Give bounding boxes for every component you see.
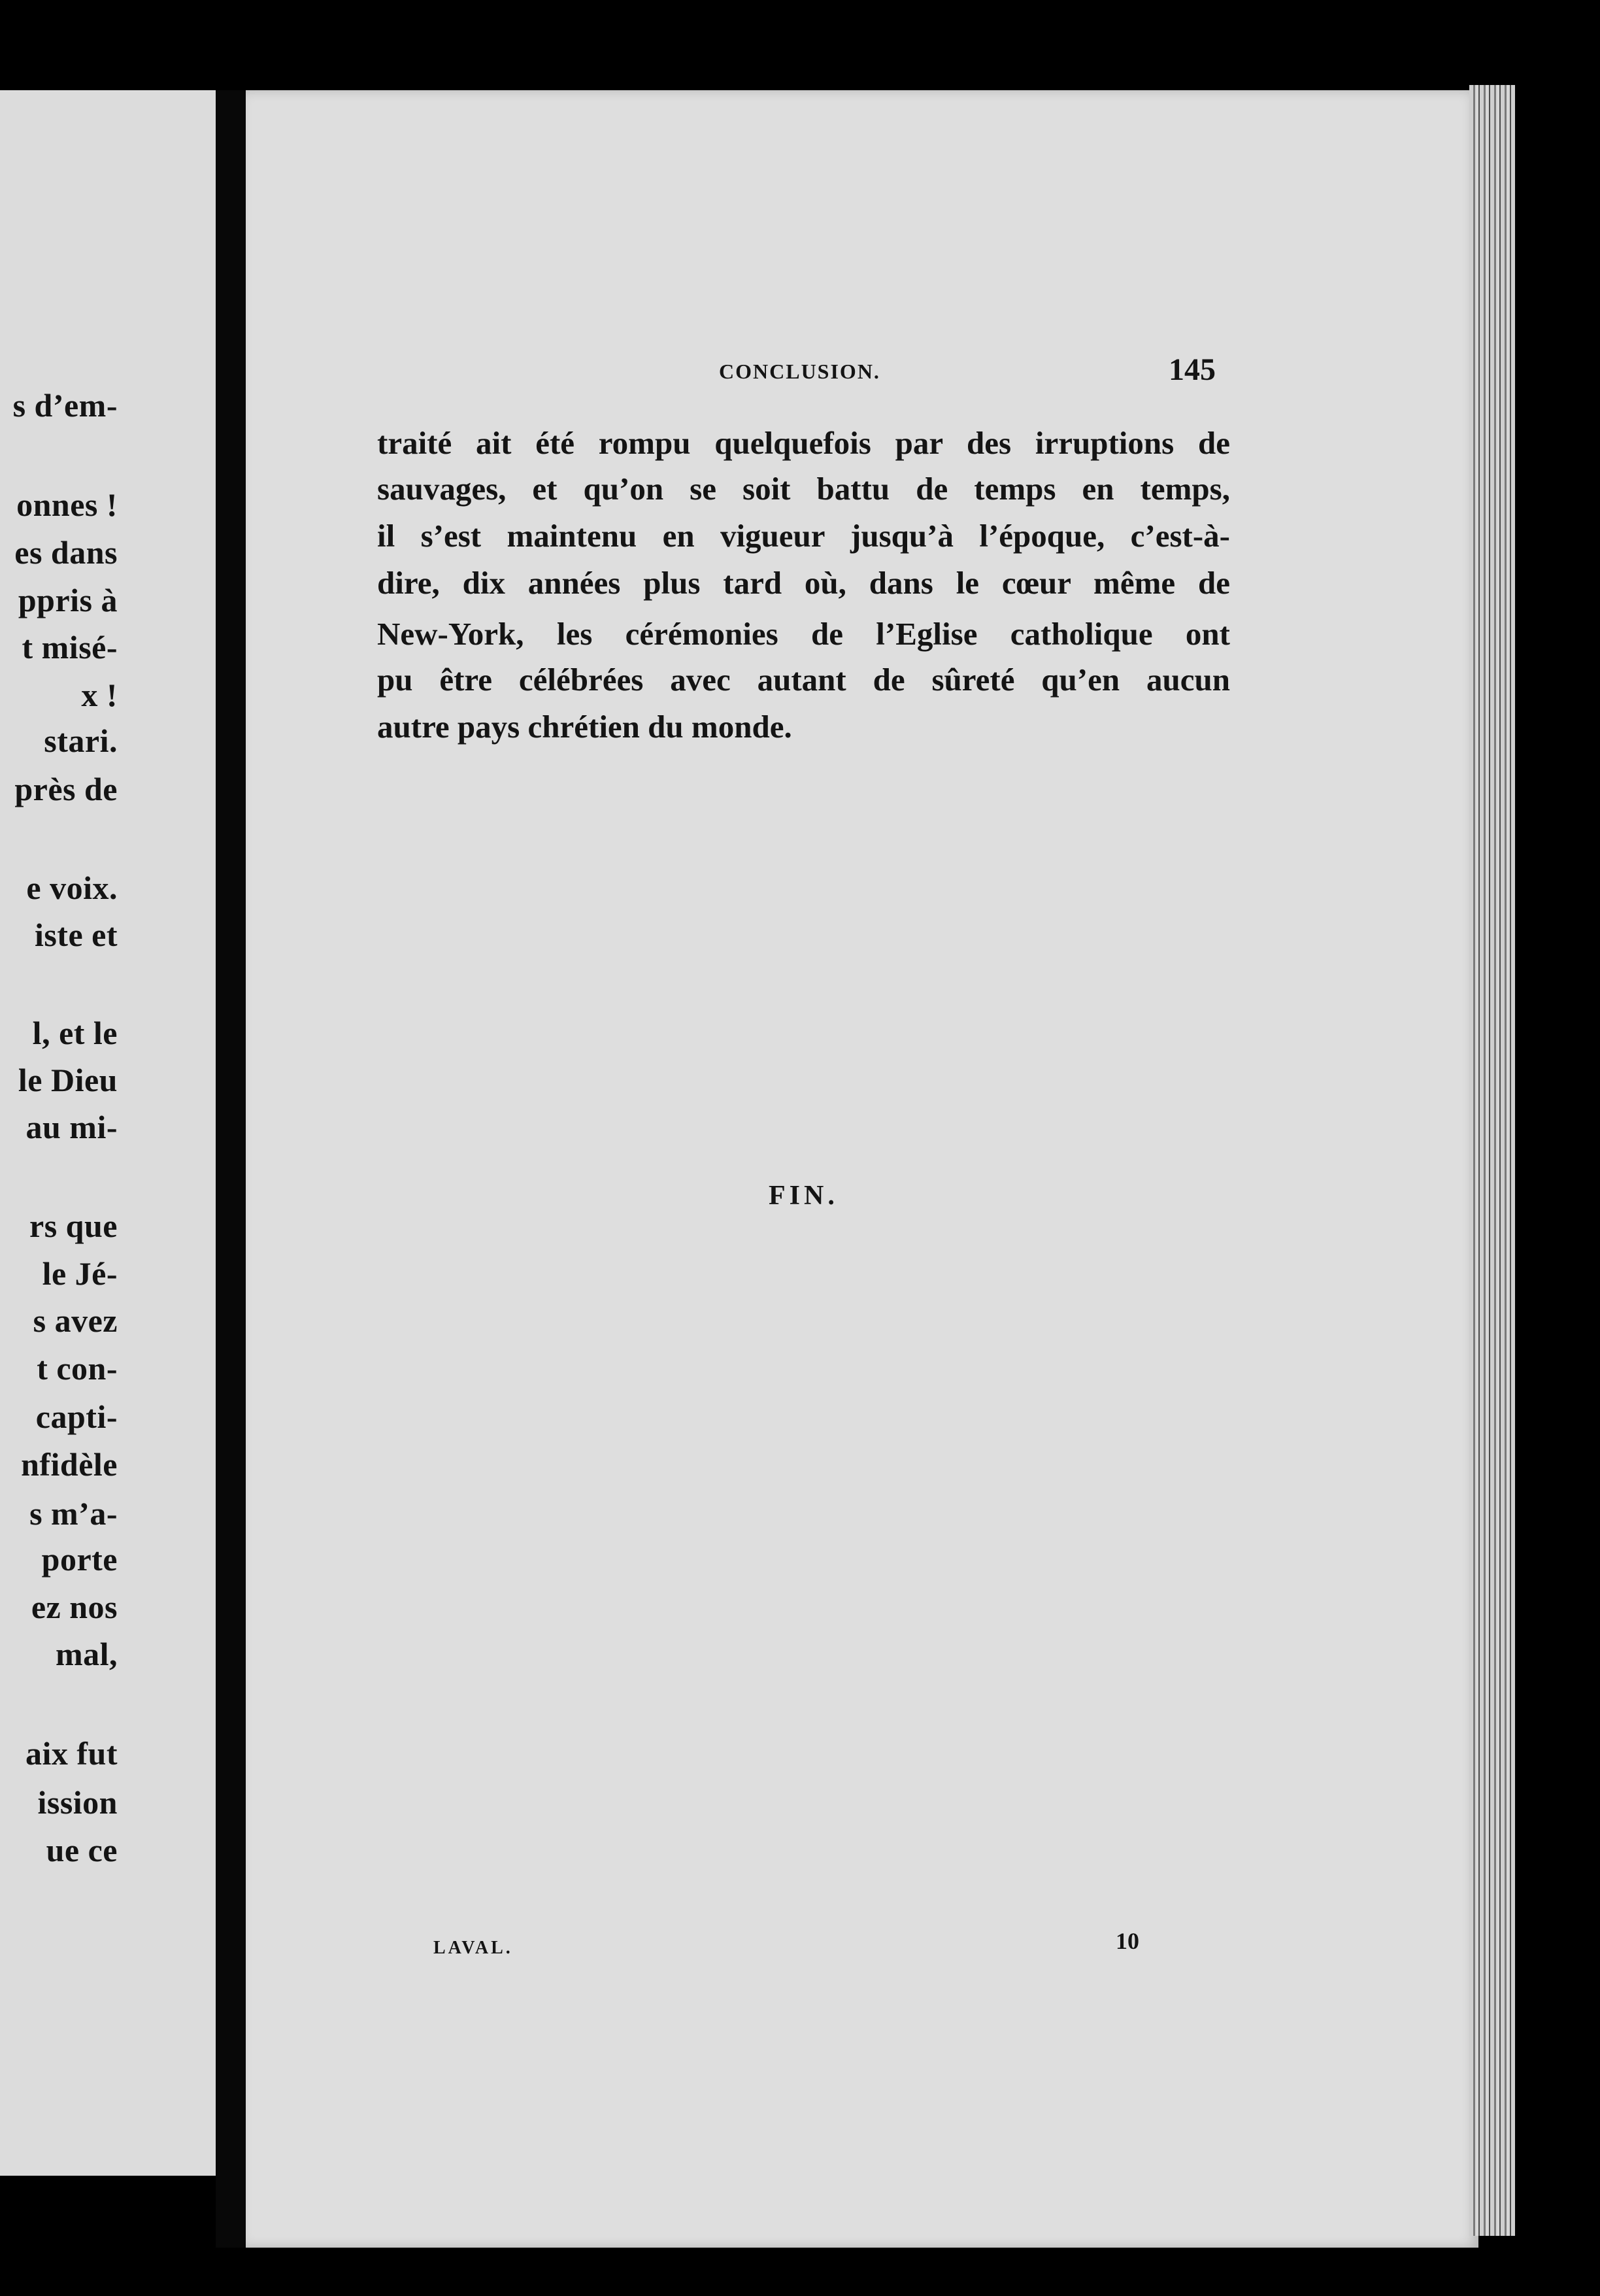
left-page-line: près de (14, 771, 118, 807)
left-page-line: es dans (14, 534, 118, 571)
left-page-line: porte (41, 1541, 118, 1578)
left-page-line: s avez (33, 1302, 118, 1339)
edge-shadow (1515, 92, 1600, 2249)
left-page-line: ission (37, 1784, 118, 1821)
paragraph-line: autre pays chrétien du monde. (377, 709, 792, 745)
left-page-line: t con- (37, 1350, 118, 1387)
left-page-line: aix fut (25, 1735, 118, 1772)
left-page-line: mal, (55, 1636, 118, 1672)
left-page-line: s d’em- (12, 387, 118, 424)
left-page-line: l, et le (32, 1015, 118, 1051)
left-page-line: ppris à (18, 582, 118, 618)
left-page-line: ez nos (31, 1589, 118, 1625)
left-page-line: rs que (29, 1207, 118, 1244)
left-page-line: t misé- (22, 629, 118, 666)
paragraph-line: New-York, les cérémonies de l’Eglise catholique ont (377, 616, 1230, 652)
left-page-line: ue ce (46, 1832, 118, 1868)
left-page-line: au mi- (25, 1109, 118, 1145)
book-gutter (216, 90, 246, 2248)
left-page-line: stari. (44, 722, 118, 759)
signature-mark-left: LAVAL. (433, 1938, 513, 1958)
paragraph-line: pu être célébrées avec autant de sûreté qu’en aucun (377, 662, 1230, 698)
page-number: 145 (1169, 352, 1216, 387)
left-page-line: iste et (34, 917, 118, 953)
paragraph-line: traité ait été rompu quelquefois par des irruptions de (377, 425, 1230, 461)
left-page-line: s m’a- (29, 1495, 118, 1532)
previous-page (0, 90, 216, 2176)
paragraph-line: dire, dix années plus tard où, dans le cœur même de (377, 565, 1230, 601)
page-edges (1469, 85, 1515, 2236)
running-head: CONCLUSION. (719, 360, 880, 383)
left-page-line: e voix. (26, 869, 118, 906)
left-page-line: le Jé- (42, 1255, 118, 1292)
paragraph-line: il s’est maintenu en vigueur jusqu’à l’époque, c’est-à- (377, 518, 1230, 554)
paragraph-line: sauvages, et qu’on se soit battu de temps en temps, (377, 471, 1230, 507)
left-page-line: capti- (35, 1398, 118, 1435)
left-page-line: onnes ! (16, 486, 118, 523)
end-mark: FIN. (769, 1181, 839, 1211)
current-page (246, 90, 1478, 2248)
signature-mark-right: 10 (1116, 1928, 1139, 1954)
left-page-line: x ! (81, 677, 118, 713)
left-page-line: le Dieu (18, 1062, 118, 1098)
left-page-line: nfidèle (21, 1446, 118, 1483)
